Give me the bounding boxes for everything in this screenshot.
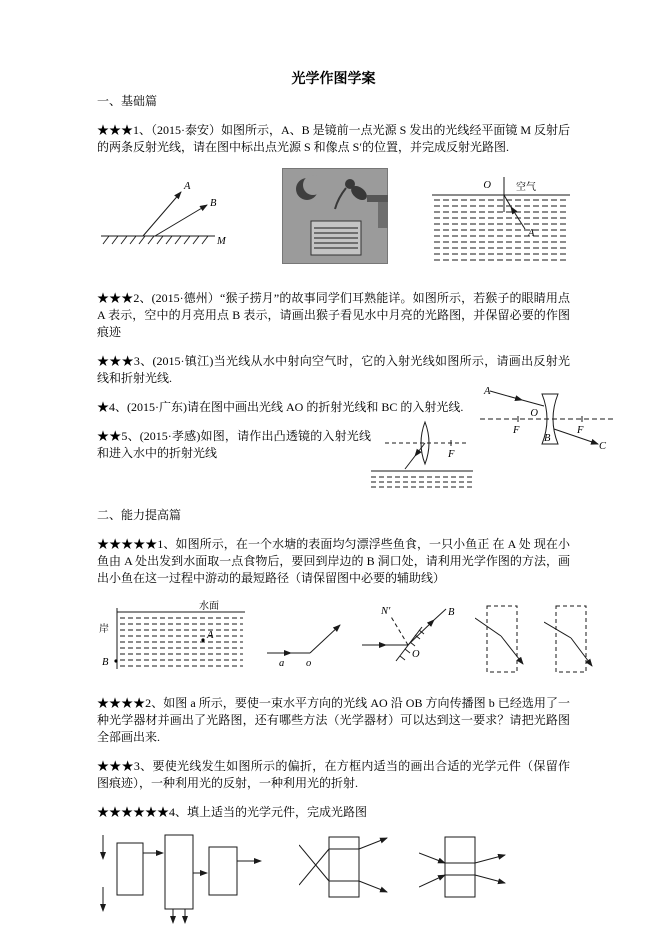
point-b: [114, 659, 117, 662]
figure-pond: [97, 599, 249, 683]
figure-plane-mirror: [97, 174, 237, 256]
label-a: A: [207, 630, 214, 641]
question-advanced-2: ★★★★2、如图 a 所示，要使一束水平方向的光线 AO 沿 OB 方向传播图 b 已经选用了一种光学器材并画出了光路图，还有哪些方法（光学器材）可以达到这一要求？请把光路图全部画出来.: [97, 696, 570, 744]
label-f-right: F: [577, 425, 584, 436]
question-basic-3: ★★★3、(2015·镇江)当光线从水中射向空气时，它的入射光线如图所示，请画出反射光线和折射光线.: [97, 354, 570, 385]
label-c: C: [599, 441, 607, 452]
label-n: N′: [380, 606, 390, 617]
figure-lens-box-parallel-rays: [419, 833, 511, 905]
label-f-left: F: [513, 425, 520, 436]
figure-monkey-moon-picture: [282, 168, 388, 264]
label-b: B: [447, 607, 454, 618]
label-b: B: [544, 433, 551, 444]
label-b: B: [102, 657, 109, 668]
label-a: A: [528, 228, 535, 239]
question-basic-4: ★4、(2015·广东)请在图中画出光线 AO 的折射光线和 BC 的入射光线.: [97, 400, 464, 414]
question-basic-1: ★★★1、（2015·泰安）如图所示，A、B 是镜前一点光源 S 发出的光线经平面镜 M 反射后的两条反射光线，请在图中标出点光源 S 和像点 S′的位置，并完成反射光路图.: [97, 123, 571, 154]
label-o: O: [411, 649, 420, 660]
label-water-surface: 水面: [199, 601, 219, 612]
element-box: [487, 606, 517, 672]
figure-water-air: [432, 174, 570, 262]
refracted-ray-bc: [554, 429, 598, 444]
label-f: F: [448, 449, 455, 460]
incident-ray: [511, 207, 525, 229]
label-a: A: [184, 181, 191, 192]
element-box: [556, 606, 586, 672]
out-ray-2: [359, 881, 387, 892]
figure-concave-lens: [480, 385, 618, 453]
label-shore: 岸: [99, 624, 109, 635]
label-air: 空气: [516, 182, 536, 193]
figure-ray-a: [264, 613, 346, 669]
figure-answer-box-1: [475, 602, 529, 680]
in-ray-1: [419, 853, 445, 863]
element-box-5: [445, 837, 475, 897]
out-ray-1: [359, 838, 387, 849]
label-a: A: [484, 386, 491, 397]
figure-answer-box-2: [544, 602, 598, 680]
figure-row-3: [97, 833, 570, 927]
element-box-1: [117, 843, 143, 895]
question-basic-2: ★★★2、(2015·德州）“猴子捞月”的故事同学们耳熟能详。如图所示，若猴子的眼睛用点 A 表示，空中的月亮用点 B 表示，请画出猴子看见水中月亮的光路图，并保留必要的作图痕迹: [97, 291, 570, 339]
incident-ray-ao: [490, 391, 522, 400]
section-heading-advanced: 二、能力提高篇: [97, 508, 182, 522]
element-box-3: [209, 847, 237, 895]
normal-line: [390, 615, 408, 645]
label-a: a: [279, 658, 285, 669]
element-box-4: [329, 837, 359, 897]
label-o: o: [306, 658, 312, 669]
incoming-ray: [544, 622, 571, 638]
in-ray-2: [419, 875, 445, 887]
in-ray-1: [299, 845, 329, 881]
out-ray-1: [475, 855, 505, 863]
outgoing-ray: [571, 638, 592, 666]
question-basic-5: ★★5、(2015·孝感)如图，请作出凸透镜的入射光线和进入水中的折射光线: [97, 429, 371, 460]
section-heading-basic: 一、基础篇: [97, 94, 158, 108]
figure-row-2: [97, 599, 598, 683]
outgoing-ray: [501, 636, 523, 664]
in-ray-2: [299, 849, 329, 885]
oblique-ray: [310, 625, 340, 653]
question-advanced-4: ★★★★★★4、填上适当的光学元件，完成光路图: [97, 805, 368, 819]
label-b: B: [210, 198, 217, 209]
figure-row-1: [97, 168, 570, 264]
figure-lens-box-crossing-rays: [299, 833, 391, 905]
figure-optical-elements-boxes: [97, 833, 271, 927]
reflected-ray: [408, 620, 434, 645]
document-title: 光学作图学案: [291, 72, 376, 87]
incoming-ray: [475, 618, 501, 636]
figure-ray-b-mirror: [362, 605, 460, 677]
label-o: O: [483, 180, 491, 191]
reflected-ray-a: [143, 192, 181, 236]
ray-to-water: [415, 443, 425, 456]
out-ray-2: [475, 875, 505, 883]
label-m: M: [217, 236, 226, 247]
figure-convex-lens-water: [369, 419, 477, 491]
point-a: [201, 638, 204, 641]
reflected-ray-b: [155, 205, 207, 236]
question-advanced-1: ★★★★★1、如图所示，在一个水塘的表面均匀漂浮些鱼食，一只小鱼正 在 A 处 现在小鱼由 A 处出发到水面取一点食物后，要回到岸边的 B 洞口处，请利用光学作图的方法，画出小鱼在这一过程中游动的最短路径（请保留图中必要的辅助线）: [97, 537, 570, 585]
label-o: O: [530, 408, 538, 419]
question-4-5-block: [97, 386, 607, 499]
element-box-2: [165, 835, 193, 909]
question-advanced-3: ★★★3、要使光线发生如图所示的偏折，在方框内适当的画出合适的光学元件（保留作图痕迹），一种利用光的反射，一种利用光的折射.: [97, 759, 570, 790]
